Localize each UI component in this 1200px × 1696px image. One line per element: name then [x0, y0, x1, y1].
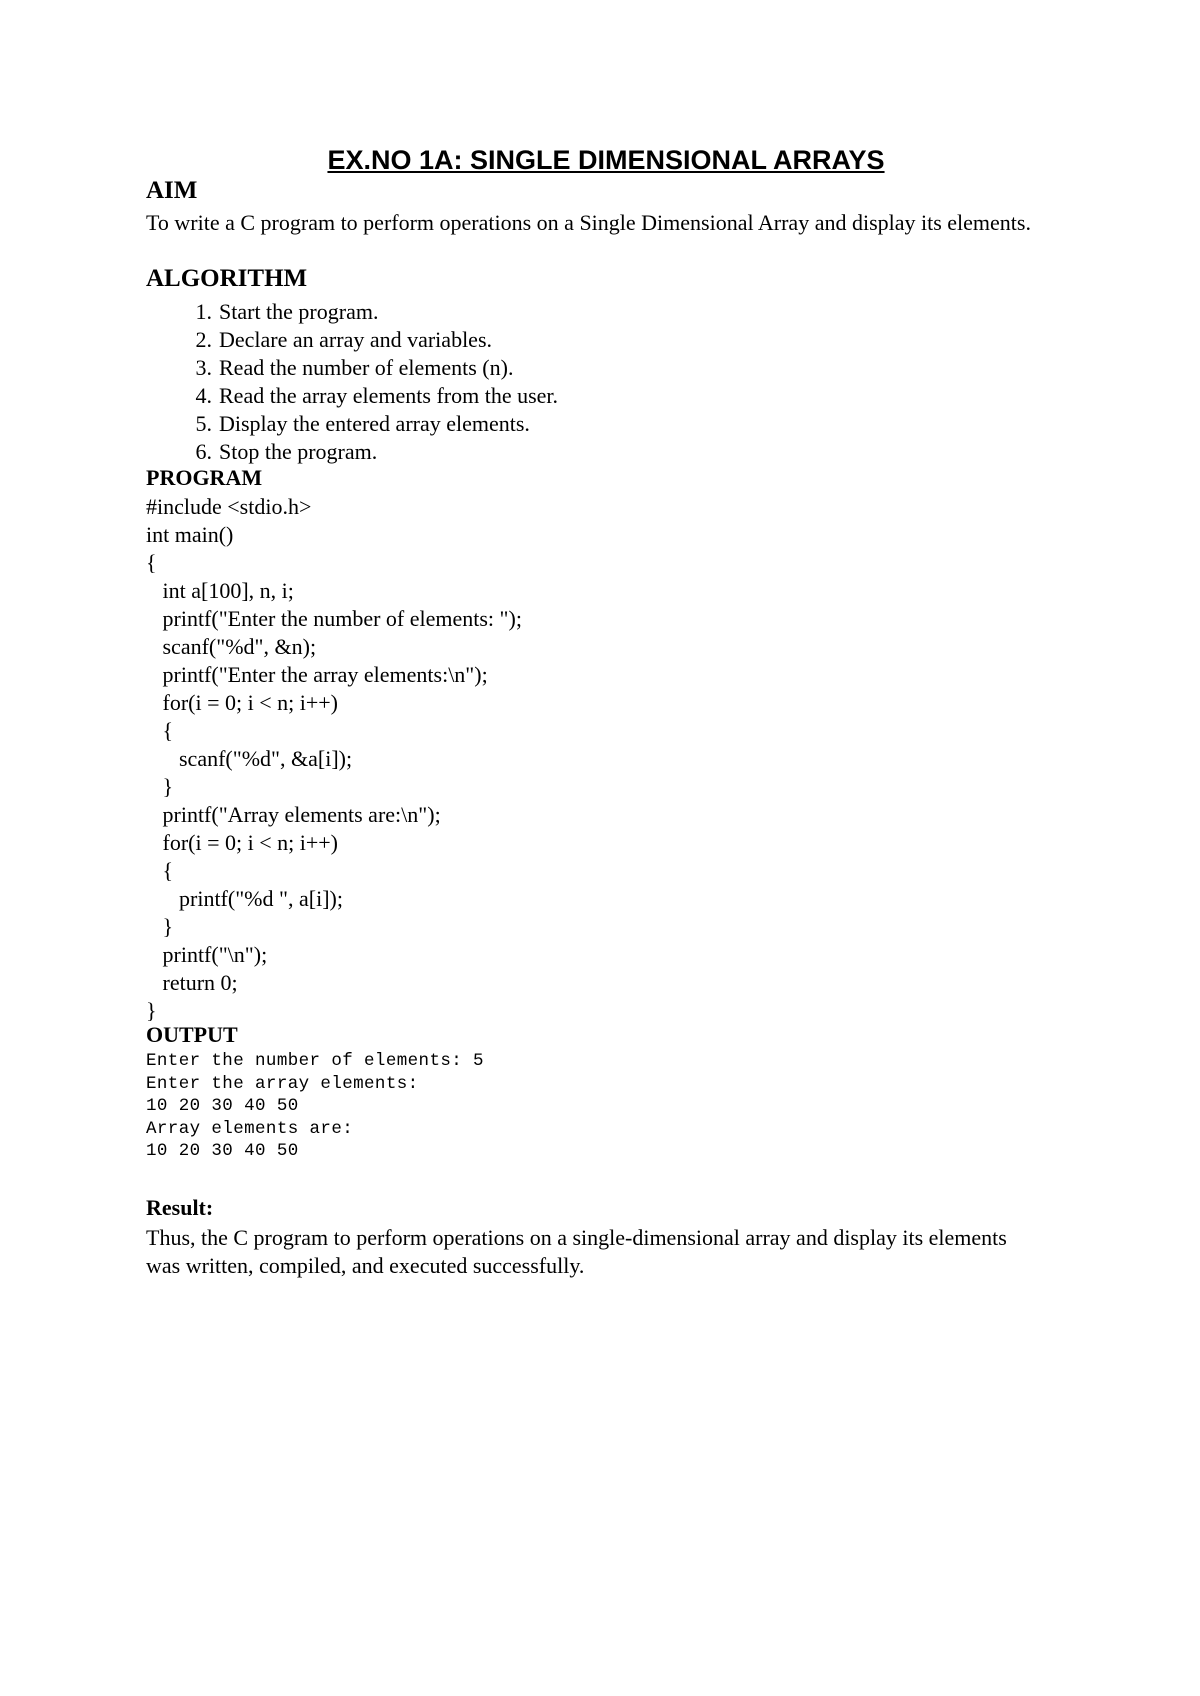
step-text: Declare an array and variables. [219, 327, 493, 352]
aim-heading: AIM [146, 177, 198, 204]
aim-text: To write a C program to perform operations on a Single Dimensional Array and display its elements. [146, 210, 1031, 235]
algorithm-step [146, 354, 558, 382]
output-line: Array elements are: [146, 1118, 354, 1139]
algorithm-step [146, 382, 558, 410]
code-line: scanf("%d", &n); [146, 634, 317, 659]
code-line: printf("Array elements are:\n"); [146, 802, 441, 827]
output-line: Enter the array elements: [146, 1073, 419, 1094]
result-heading: Result: [146, 1195, 214, 1220]
code-line: printf("%d ", a[i]); [146, 886, 343, 911]
program-heading: PROGRAM [146, 465, 263, 490]
algorithm-step [146, 326, 558, 354]
page-title: EX.NO 1A: SINGLE DIMENSIONAL ARRAYS [327, 145, 885, 175]
algorithm-step [146, 438, 558, 466]
program-code [146, 493, 522, 1025]
step-number: 6. [195, 439, 212, 464]
step-number: 5. [195, 411, 212, 436]
code-line: for(i = 0; i < n; i++) [146, 830, 338, 855]
code-line: return 0; [146, 970, 238, 995]
step-number: 1. [195, 299, 212, 324]
code-line: scanf("%d", &a[i]); [146, 746, 353, 771]
step-number: 4. [195, 383, 212, 408]
result-text: Thus, the C program to perform operations on a single-dimensional array and display its elements was written, compiled, and executed successfully. [146, 1225, 1007, 1278]
step-text: Start the program. [219, 299, 379, 324]
code-line: printf("Enter the array elements:\n"); [146, 662, 488, 687]
code-line: int a[100], n, i; [146, 578, 294, 603]
code-line: for(i = 0; i < n; i++) [146, 690, 338, 715]
code-line: } [146, 998, 157, 1023]
algorithm-heading: ALGORITHM [146, 265, 308, 292]
output-line: 10 20 30 40 50 [146, 1141, 299, 1161]
code-line: } [146, 914, 174, 939]
step-text: Display the entered array elements. [219, 411, 530, 436]
step-text: Read the number of elements (n). [219, 355, 514, 380]
code-line: printf("Enter the number of elements: "); [146, 606, 522, 631]
code-line: printf("\n"); [146, 942, 268, 967]
code-line: } [146, 774, 174, 799]
step-number: 2. [195, 327, 212, 352]
code-line: { [146, 550, 157, 575]
output-heading: OUTPUT [146, 1022, 238, 1047]
program-output [146, 1050, 484, 1163]
code-line: { [146, 858, 174, 883]
output-line: Enter the number of elements: 5 [146, 1051, 484, 1071]
code-line: #include <stdio.h> [146, 494, 312, 519]
output-line: 10 20 30 40 50 [146, 1096, 299, 1116]
algorithm-step [146, 410, 558, 438]
step-text: Read the array elements from the user. [219, 383, 559, 408]
code-line: { [146, 718, 174, 743]
code-line: int main() [146, 522, 234, 547]
algorithm-step [146, 298, 558, 326]
step-number: 3. [195, 355, 212, 380]
algorithm-steps [146, 298, 558, 466]
step-text: Stop the program. [219, 439, 378, 464]
